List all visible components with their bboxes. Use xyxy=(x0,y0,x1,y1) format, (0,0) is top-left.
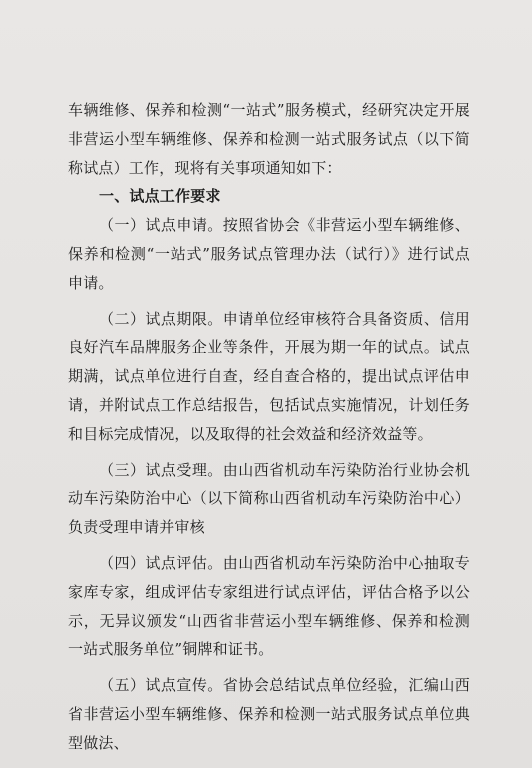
item-paragraph-4: （四）试点评估。由山西省机动车污染防治中心抽取专家库专家，组成评估专家组进行试点评估，评估合格予以公示，无异议颁发“山西省非营运小型车辆维修、保养和检测一站式服务单位”铜牌和证书。 xyxy=(68,553,470,659)
intro-paragraph: 车辆维修、保养和检测“一站式”服务模式，经研究决定开展非营运小型车辆维修、保养和检测一站式服务试点（以下简称试点）工作，现将有关事项通知如下： xyxy=(68,101,470,177)
item-paragraph-1: （一）试点申请。按照省协会《非营运小型车辆维修、保养和检测“一站式”服务试点管理办法（试行）》进行试点申请。 xyxy=(68,216,470,292)
document-body xyxy=(68,96,470,758)
section-heading: 一、试点工作要求 xyxy=(99,187,221,206)
item-paragraph-5: （五）试点宣传。省协会总结试点单位经验，汇编山西省非营运小型车辆维修、保养和检测一站式服务试点单位典型做法、 xyxy=(68,676,470,752)
item-paragraph-2: （二）试点期限。申请单位经审核符合具备资质、信用良好汽车品牌服务企业等条件，开展为期一年的试点。试点期满，试点单位进行自查，经自查合格的，提出试点评估申请，并附试点工作总结报告，包括试点实施情况，计划任务和目标完成情况，以及取得的社会效益和经济效益等。 xyxy=(68,309,470,443)
item-paragraph-3: （三）试点受理。由山西省机动车污染防治行业协会机动车污染防治中心（以下简称山西省机动车污染防治中心）负责受理申请并审核 xyxy=(68,460,470,537)
